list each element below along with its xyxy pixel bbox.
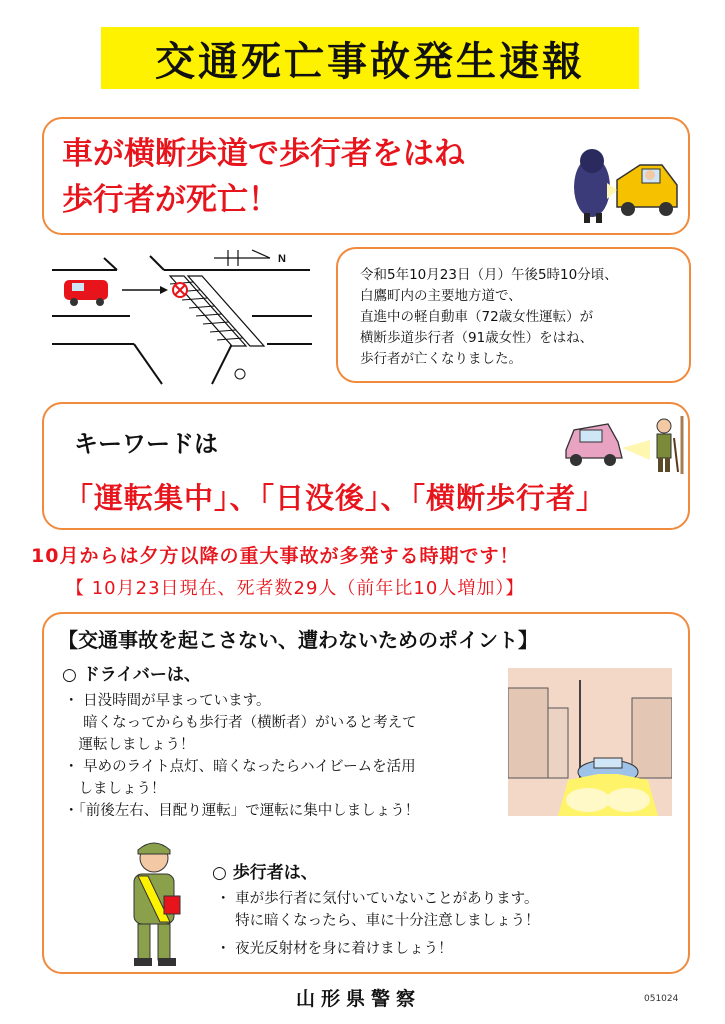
north-label: N bbox=[278, 253, 286, 265]
driver-list bbox=[64, 690, 419, 822]
summary-line: 白鷹町内の主要地方道で、 bbox=[360, 288, 522, 304]
list-item: ・「前後左右、目配り運転」で運転に集中しましょう！ bbox=[64, 803, 420, 819]
list-item: ・ 早めのライト点灯、暗くなったらハイビームを活用 bbox=[64, 759, 416, 775]
summary-line: 令和5年10月23日（月）午後5時10分頃、 bbox=[360, 267, 618, 283]
summary-text bbox=[360, 265, 618, 370]
page-title: 交通死亡事故発生速報 bbox=[155, 38, 585, 85]
title-banner bbox=[101, 27, 639, 89]
reflective-pedestrian-illustration bbox=[104, 836, 204, 968]
accident-map bbox=[42, 244, 332, 394]
driver-heading-text: ドライバーは、 bbox=[82, 665, 201, 685]
alert-stats: 【 10月23日現在、死者数29人（前年比10人増加）】 bbox=[66, 578, 525, 599]
list-item: 運転しましょう！ bbox=[64, 737, 195, 753]
summary-line: 歩行者が亡くなりました。 bbox=[360, 351, 522, 367]
night-street-illustration bbox=[508, 668, 672, 816]
list-item: ・ 車が歩行者に気付いていないことがあります。 bbox=[216, 891, 539, 907]
list-item: しましょう！ bbox=[64, 781, 166, 797]
pedestrian-heading-text: 歩行者は、 bbox=[232, 863, 318, 883]
pedestrian-heading bbox=[212, 858, 318, 883]
keyword-words: 「運転集中」、「日没後」、「横断歩行者」 bbox=[64, 481, 607, 515]
keyword-box bbox=[42, 402, 690, 530]
summary-line: 直進中の軽自動車（72歳女性運転）が bbox=[360, 309, 594, 325]
alert-headline: 10月からは夕方以降の重大事故が多発する時期です！ bbox=[31, 545, 520, 567]
list-item: ・ 日没時間が早まっています。 bbox=[64, 693, 271, 709]
summary-box bbox=[336, 247, 691, 383]
summary-line: 横断歩道歩行者（91歳女性）をはね、 bbox=[360, 330, 594, 346]
headline-box bbox=[42, 117, 690, 235]
issuer: 山形県警察 bbox=[296, 988, 422, 1010]
document-code: 051024 bbox=[644, 994, 679, 1004]
pedestrian-car-illustration bbox=[562, 135, 682, 225]
points-title: 【交通事故を起こさない、遭わないためのポイント】 bbox=[58, 628, 538, 652]
circle-icon: ○ bbox=[212, 863, 233, 883]
driver-heading bbox=[62, 660, 201, 685]
car-elderly-illustration bbox=[560, 408, 686, 476]
list-item: 特に暗くなったら、車に十分注意しましょう！ bbox=[216, 913, 540, 929]
circle-icon: ○ bbox=[62, 665, 83, 685]
headline-line1: 車が横断歩道で歩行者をはね bbox=[62, 136, 465, 172]
list-item: ・ 夜光反射材を身に着けましょう！ bbox=[216, 941, 453, 957]
list-item: 暗くなってからも歩行者（横断者）がいると考えて bbox=[64, 715, 417, 731]
pedestrian-list bbox=[216, 888, 540, 960]
points-box bbox=[42, 612, 690, 974]
headline-line2: 歩行者が死亡！ bbox=[62, 182, 279, 218]
keyword-label: キーワードは bbox=[74, 430, 218, 458]
